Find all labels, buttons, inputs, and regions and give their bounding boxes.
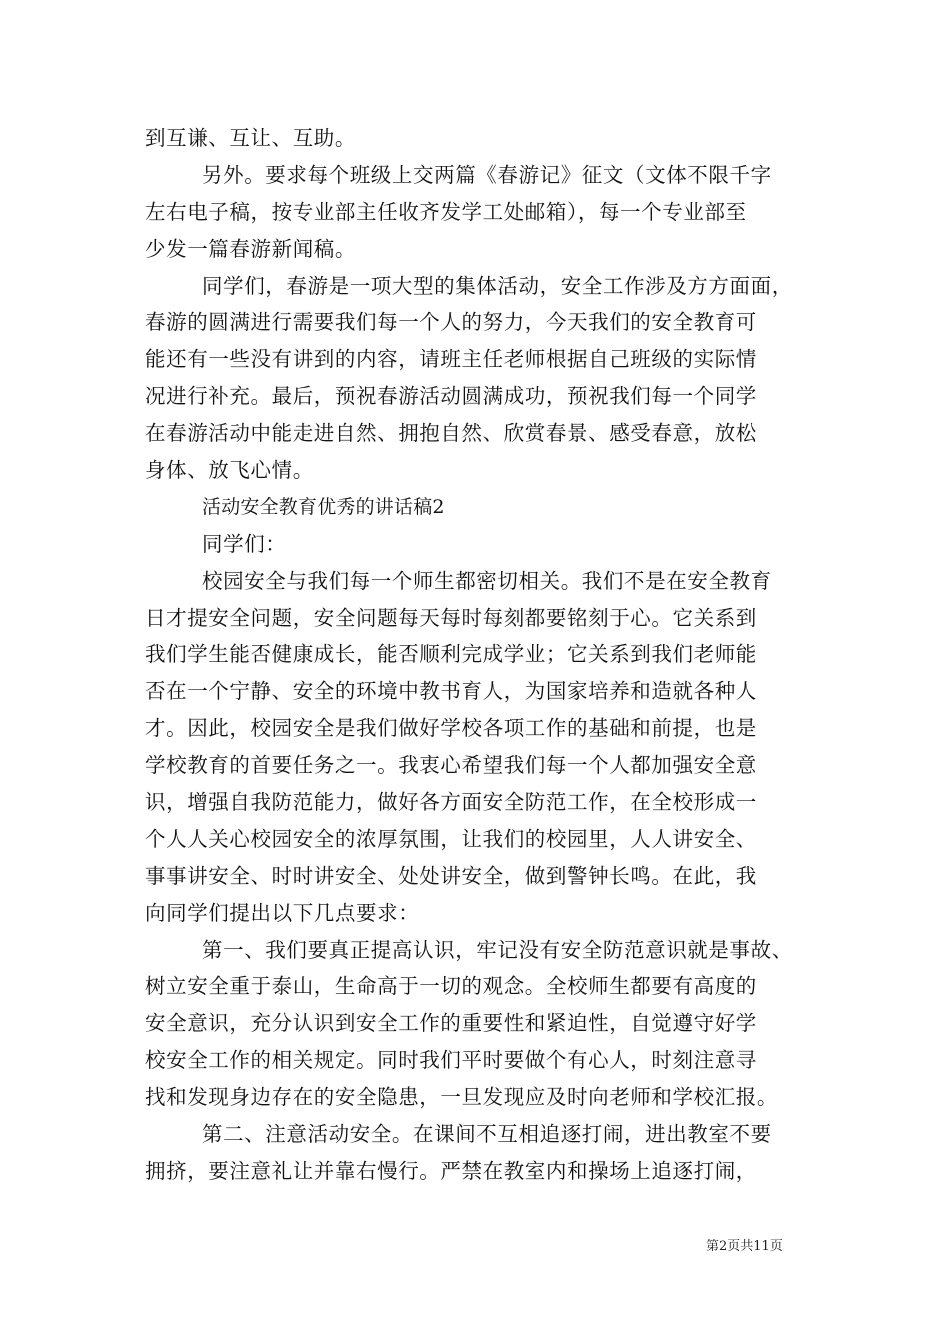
- text-line: 能还有一些没有讲到的内容，请班主任老师根据自己班级的实际情: [145, 347, 757, 372]
- text-line: 找和发现身边存在的安全隐患，一旦发现应及时向老师和学校汇报。: [145, 1085, 778, 1110]
- text-line: 校园安全与我们每一个师生都密切相关。我们不是在安全教育: [202, 568, 772, 593]
- text-line: 我们学生能否健康成长，能否顺利完成学业；它关系到我们老师能: [145, 642, 757, 667]
- text-line: 身体、放飞心情。: [145, 458, 314, 483]
- text-line: 安全意识，充分认识到安全工作的重要性和紧迫性，自觉遵守好学: [145, 1011, 757, 1036]
- text-line: 事事讲安全、时时讲安全、处处讲安全，做到警钟长鸣。在此，我: [145, 863, 757, 888]
- text-line: 同学们：: [202, 531, 287, 556]
- text-line: 才。因此，校园安全是我们做好学校各项工作的基础和前提，也是: [145, 716, 757, 741]
- text-line: 左右电子稿，按专业部主任收齐发学工处邮箱），每一个专业部至: [145, 199, 747, 224]
- text-line: 同学们，春游是一项大型的集体活动，安全工作涉及方方面面，: [202, 273, 793, 298]
- text-line: 日才提安全问题，安全问题每天每时每刻都要铭刻于心。它关系到: [145, 605, 757, 630]
- text-line: 少发一篇春游新闻稿。: [145, 236, 356, 261]
- text-line: 第一、我们要真正提高认识，牢记没有安全防范意识就是事故、: [202, 937, 793, 962]
- text-line: 学校教育的首要任务之一。我衷心希望我们每一个人都加强安全意: [145, 753, 757, 778]
- text-line: 个人人关心校园安全的浓厚氛围，让我们的校园里，人人讲安全、: [145, 826, 757, 851]
- text-line: 另外。要求每个班级上交两篇《春游记》征文（文体不限千字: [202, 162, 772, 187]
- document-body: [145, 120, 810, 1190]
- text-line: 到互谦、互让、互助。: [145, 126, 356, 150]
- text-line: 校安全工作的相关规定。同时我们平时要做个有心人，时刻注意寻: [145, 1048, 757, 1073]
- text-line: 拥挤，要注意礼让并靠右慢行。严禁在教室内和操场上追逐打闹，: [145, 1158, 757, 1183]
- text-line: 第二、注意活动安全。在课间不互相追逐打闹，进出教室不要: [202, 1122, 772, 1147]
- text-line: 树立安全重于泰山，生命高于一切的观念。全校师生都要有高度的: [145, 974, 757, 999]
- text-line: 向同学们提出以下几点要求：: [145, 900, 420, 925]
- text-line: 识，增强自我防范能力，做好各方面安全防范工作，在全校形成一: [145, 790, 757, 815]
- text-line: 春游的圆满进行需要我们每一个人的努力，今天我们的安全教育可: [145, 310, 757, 335]
- section-heading: 活动安全教育优秀的讲话稿2: [202, 495, 445, 518]
- text-line: 在春游活动中能走进自然、拥抱自然、欣赏春景、感受春意，放松: [145, 421, 757, 446]
- page-number: 第2页共11页: [706, 1239, 783, 1254]
- text-line: 否在一个宁静、安全的环境中教书育人，为国家培养和造就各种人: [145, 679, 757, 704]
- text-line: 况进行补充。最后，预祝春游活动圆满成功，预祝我们每一个同学: [145, 384, 757, 409]
